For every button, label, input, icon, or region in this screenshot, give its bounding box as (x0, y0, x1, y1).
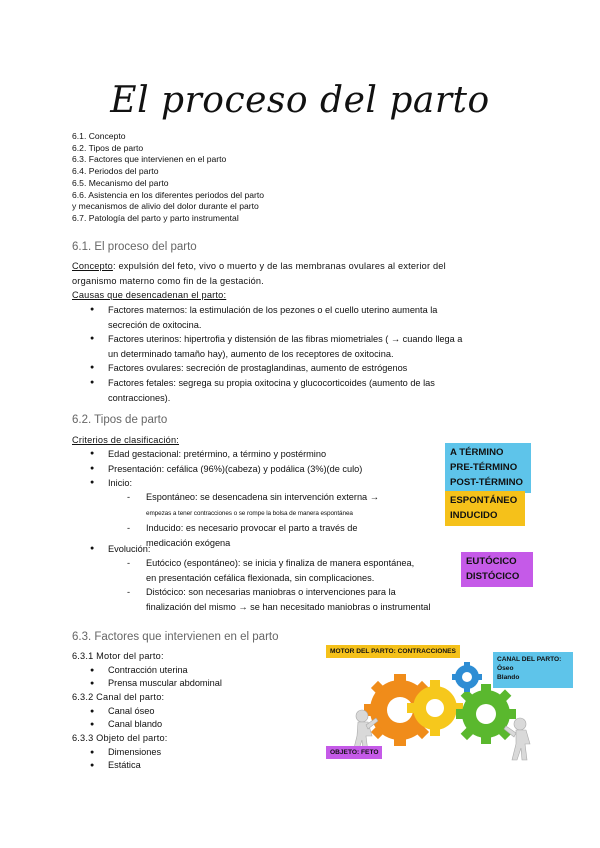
list-item: ● Prensa muscular abdominal (72, 677, 292, 690)
list-item: - Inducido: es necesario provocar el parto a través de (72, 521, 492, 536)
concept-text-line2: organismo materno como fin de la gestación. (72, 275, 264, 286)
concept-paragraph (72, 259, 512, 303)
criteria-list (72, 447, 452, 491)
concept-label: Concepto (72, 261, 113, 271)
figure-right-icon (504, 718, 530, 760)
list-item-continuation: un determinado tamaño hay), aumento de los receptores de oxitocina. (108, 348, 394, 359)
criteria-label: Criterios de clasificación: (72, 435, 180, 445)
factor-bullets (72, 746, 292, 772)
causes-list (72, 303, 522, 405)
list-item: ● Canal óseo (72, 705, 292, 718)
toc-item: 6.3. Factores que intervienen en el parto (72, 154, 227, 165)
gear-blue-icon (452, 662, 482, 692)
concept-text: : expulsión del feto, vivo o muerto y de las membranas ovulares al exterior del (112, 261, 446, 271)
list-item: - Eutócico (espontáneo): se inicia y finaliza de manera espontánea, (72, 556, 492, 571)
list-item-continuation: finalización del mismo → se han necesitado maniobras o instrumental (146, 601, 431, 612)
toc-item: 6.7. Patología del parto y parto instrumental (72, 212, 239, 223)
list-item: ● Dimensiones (72, 746, 292, 759)
factors-list (72, 649, 292, 772)
gear-green-icon (456, 684, 516, 744)
toc-item: 6.2. Tipos de parto (72, 142, 144, 153)
list-item: ● Factores ovulares: secreción de prostaglandinas, aumento de estrógenos (72, 361, 522, 376)
onset-box: ESPONTÁNEO INDUCIDO (445, 491, 525, 526)
list-item: - Espontáneo: se desencadena sin intervención externa → (72, 490, 492, 505)
toc-item: 6.6. Asistencia en los diferentes periodos del parto (72, 189, 265, 200)
factor-title: 6.3.3 Objeto del parto: (72, 733, 168, 743)
factor-bullets (72, 664, 292, 690)
section-heading-6-3: 6.3. Factores que intervienen en el parto (72, 631, 279, 643)
table-of-contents (72, 131, 264, 225)
toc-item: 6.1. Concepto (72, 131, 126, 141)
list-item: ● Factores fetales: segrega su propia oxitocina y glucocorticoides (aumento de las (72, 376, 522, 391)
list-item: ● Factores maternos: la estimulación de los pezones o el cuello uterino aumenta la (72, 303, 522, 318)
list-item: ● Presentación: cefálica (96%)(cabeza) y podálica (3%)(de culo) (72, 462, 452, 477)
canal-label: CANAL DEL PARTO: Óseo Blando (493, 652, 573, 688)
list-item: - Distócico: son necesarias maniobras o intervenciones para la (72, 585, 492, 600)
section-heading-6-2: 6.2. Tipos de parto (72, 414, 168, 426)
list-item: ● Canal blando (72, 718, 292, 731)
toc-item: y mecanismos de alivio del dolor durante el parto (72, 201, 259, 212)
toc-item: 6.5. Mecanismo del parto (72, 177, 169, 188)
toc-item: 6.4. Periodos del parto (72, 166, 159, 177)
page-title: El proceso del parto (110, 80, 490, 121)
factor-title: 6.3.1 Motor del parto: (72, 651, 164, 661)
list-item: ● Inicio: (72, 476, 452, 491)
objeto-label: OBJETO: FETO (326, 746, 382, 759)
list-item-continuation: medicación exógena (146, 537, 231, 548)
section-heading-6-1: 6.1. El proceso del parto (72, 241, 197, 253)
factor-title: 6.3.2 Canal del parto: (72, 692, 165, 702)
list-item: ● Edad gestacional: pretérmino, a término y postérmino (72, 447, 452, 462)
causes-label: Causas que desencadenan el parto: (72, 290, 227, 301)
list-item: ● Factores uterinos: hipertrofia y distensión de las fibras miometriales ( → cuando llega a (72, 332, 522, 347)
motor-label: MOTOR DEL PARTO: CONTRACCIONES (326, 645, 460, 658)
evolution-box: EUTÓCICO DISTÓCICO (461, 552, 533, 587)
list-item-continuation: empezas a tener contracciones o se rompe la bolsa de manera espontánea (146, 509, 353, 517)
evolucion-list (72, 542, 452, 557)
list-item: ● Evolución: (72, 542, 452, 557)
list-item: ● Contracción uterina (72, 664, 292, 677)
list-item: ● Estática (72, 759, 292, 772)
list-item-continuation: contracciones). (108, 392, 171, 403)
factor-bullets (72, 705, 292, 731)
evolucion-sublist (72, 556, 492, 614)
list-item-continuation: secreción de oxitocina. (108, 319, 202, 330)
list-item-continuation: en presentación cefálica flexionada, sin complicaciones. (146, 572, 375, 583)
gestational-age-box: A TÉRMINO PRE-TÉRMINO POST-TÉRMINO (445, 443, 531, 493)
